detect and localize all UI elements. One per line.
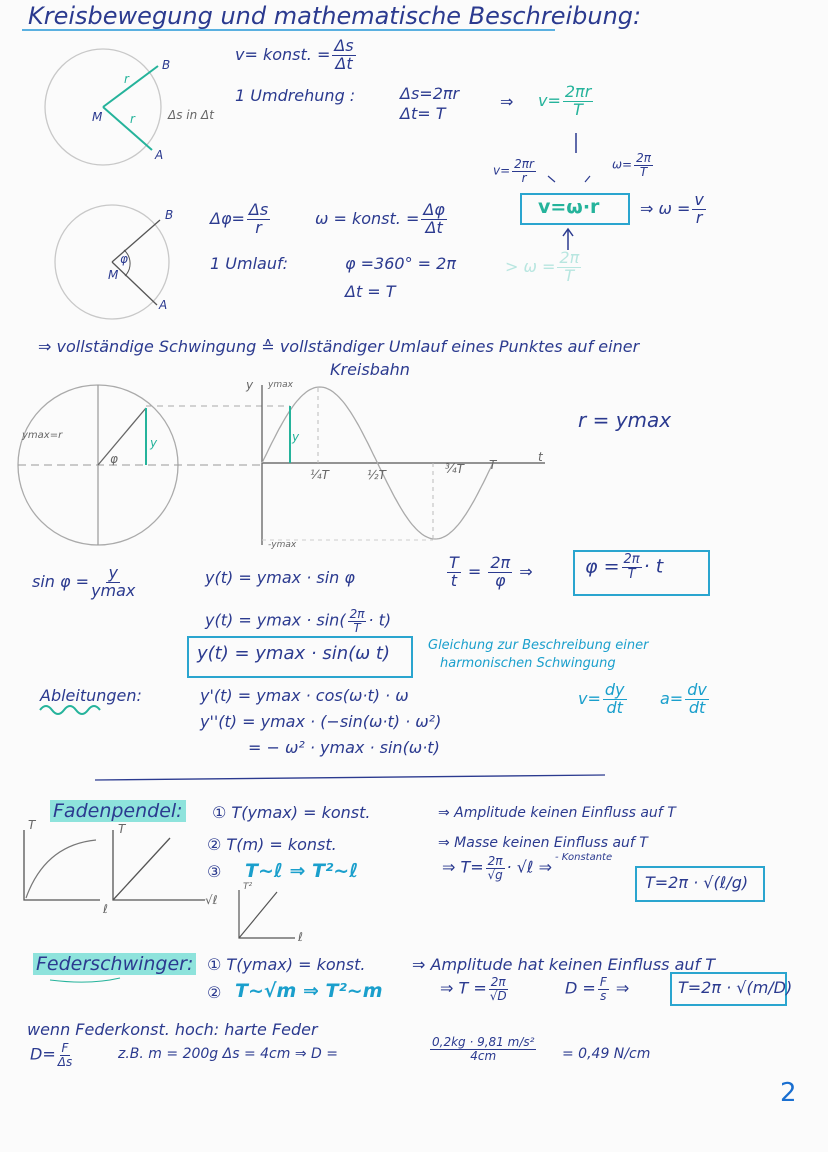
fp-row2: ② T(m) = konst. [207, 835, 337, 854]
ableitungen-label: Ableitungen: [40, 686, 142, 705]
feder-calc: $\frac{\text{0,2kg · 9,81 m/s²}}{4cm}$ [432, 1035, 535, 1063]
dt-eq: Δt= T [400, 104, 446, 123]
v-const: v= konst. = $\frac{\Delta s}{\Delta t}$ [235, 36, 354, 73]
dphi: Δφ= $\frac{\Delta s}{r}$ [210, 200, 269, 237]
label-phi: φ [120, 252, 128, 266]
derivative-1: y'(t) = ymax · cos(ω·t) · ω [200, 686, 409, 705]
label-m: M [92, 110, 103, 124]
schwingung-line1: ⇒ vollständige Schwingung ≙ vollständiger Umlauf eines Punktes auf einer [38, 337, 640, 356]
sin-phi: sin φ = y ymax [32, 563, 136, 600]
g2-x: √ℓ [205, 893, 218, 907]
g2-y: T [118, 822, 126, 836]
graph-phi: φ [110, 452, 118, 466]
tick-three-quarter: ¾T [445, 462, 464, 476]
label-m2: M [108, 268, 119, 282]
g3-x: ℓ [298, 930, 303, 944]
feder-line1: wenn Federkonst. hoch: harte Feder [27, 1020, 318, 1039]
v-left: v= $\frac{2\pi r}{r}$ [493, 157, 534, 185]
fadenpendel-label: Fadenpendel: [50, 800, 186, 822]
phi-eq: φ =360° = 2π [345, 254, 456, 273]
fp-row3-num: ③ [207, 862, 222, 881]
fp-row2-note: ⇒ Masse keinen Einfluss auf T [438, 835, 648, 851]
v-omega-r-box: v=ω·r [538, 196, 600, 218]
derivative-3: = − ω² · ymax · sin(ω·t) [248, 738, 440, 757]
tick-t: T [489, 458, 497, 472]
fs-row1-note: ⇒ Amplitude hat keinen Einfluss auf T [412, 955, 716, 974]
konstante-note: - Konstante [555, 852, 613, 863]
separator [95, 775, 605, 780]
label-b: B [162, 58, 171, 72]
derivative-2: y''(t) = ymax · (−sin(ω·t) · ω²) [200, 712, 442, 731]
wavy-underline [40, 706, 100, 714]
tick-half: ½T [367, 468, 386, 482]
feder-zb: z.B. m = 200g Δs = 4cm ⇒ D = [118, 1046, 338, 1062]
y-sinphi: y(t) = ymax · sin φ [205, 568, 355, 587]
fp-row1-note: ⇒ Amplitude keinen Einfluss auf T [438, 805, 676, 821]
fs-formula: ⇒ T = $\frac{2\pi}{√D}$ [440, 975, 507, 1003]
fs-box: T=2π · √(m/D) [678, 978, 793, 997]
page-number: 2 [780, 1078, 797, 1108]
label-a: A [155, 148, 164, 162]
feder-result: = 0,49 N/cm [562, 1046, 651, 1062]
fs-d: D = $\frac{F}{s}$ ⇒ [565, 975, 630, 1003]
y-axis-label: y [246, 378, 254, 392]
radius-a [103, 107, 152, 150]
r-ymax: r = ymax [578, 408, 672, 432]
note-line1: Gleichung zur Beschreibung einer [428, 638, 649, 653]
umlauf: 1 Umlauf: [210, 254, 288, 273]
ds-eq: Δs=2πr [400, 84, 460, 103]
a-dv-dt: a= $\frac{dv}{dt}$ [660, 680, 707, 717]
fs-row2-num: ② [207, 983, 222, 1002]
label-r2: r [130, 112, 135, 126]
fp-row1: ① T(ymax) = konst. [212, 803, 371, 822]
label-arc: Δs in Δt [168, 108, 214, 122]
neg-ymax-label: -ymax [268, 540, 297, 550]
label-b2: B [165, 208, 174, 222]
feder-d: D= $\frac{F}{\Delta s}$ [30, 1041, 73, 1069]
t-axis-label: t [538, 450, 543, 464]
dt-eq2: Δt = T [345, 282, 396, 301]
federschwinger-label: Federschwinger: [33, 953, 196, 975]
g1-x: ℓ [103, 902, 108, 916]
ymax-label: ymax [268, 380, 293, 390]
graph-y: y [150, 436, 158, 450]
t-ratio: $\frac{T}{t}$ = $\frac{2\pi}{\varphi}$ ⇒ [449, 553, 533, 590]
tick-quarter: ¼T [310, 468, 329, 482]
radius-b [103, 66, 158, 107]
omega-v-r: ⇒ ω = $\frac{v}{r}$ [640, 190, 704, 227]
faint-omega: > ω = $\frac{2\pi}{T}$ [505, 248, 580, 285]
phi-box: φ = $\frac{2\pi}{T}$ · t [585, 552, 664, 582]
label-r: r [124, 72, 129, 86]
schwingung-line2: Kreisbahn [330, 360, 410, 379]
page-title: Kreisbewegung und mathematische Beschreibung: [28, 2, 642, 30]
g3-y: T² [243, 882, 253, 892]
w-const: ω = konst. = $\frac{\Delta\varphi}{\Delta t}$ [315, 200, 445, 237]
y-sin2: y(t) = ymax · sin( $\frac{2\pi}{T}$ · t) [205, 607, 392, 635]
y-sin-omega-box: y(t) = ymax · sin(ω t) [197, 643, 390, 664]
arrow: ⇒ [500, 92, 514, 111]
g1-y: T [28, 818, 36, 832]
fs-row2: T~√m ⇒ T²~m [235, 980, 383, 1002]
umdrehung: 1 Umdrehung : [235, 86, 356, 105]
fs-row1: ① T(ymax) = konst. [207, 955, 366, 974]
label-a2: A [159, 298, 168, 312]
fp-box: T=2π · √(ℓ/g) [645, 873, 749, 892]
graph-y2: y [292, 430, 300, 444]
v-result: v= $\frac{2\pi r}{T}$ [538, 82, 592, 119]
note-line2: harmonischen Schwingung [440, 656, 616, 671]
circle-label: ymax=r [22, 430, 63, 441]
fp-row3: T~ℓ ⇒ T²~ℓ [245, 860, 359, 882]
v-dy-dt: v= $\frac{dy}{dt}$ [578, 680, 625, 717]
w-right: ω= $\frac{2\pi}{T}$ [612, 151, 651, 179]
fp-formula: ⇒ T= $\frac{2\pi}{√g}$ · √ℓ ⇒ [442, 854, 553, 882]
